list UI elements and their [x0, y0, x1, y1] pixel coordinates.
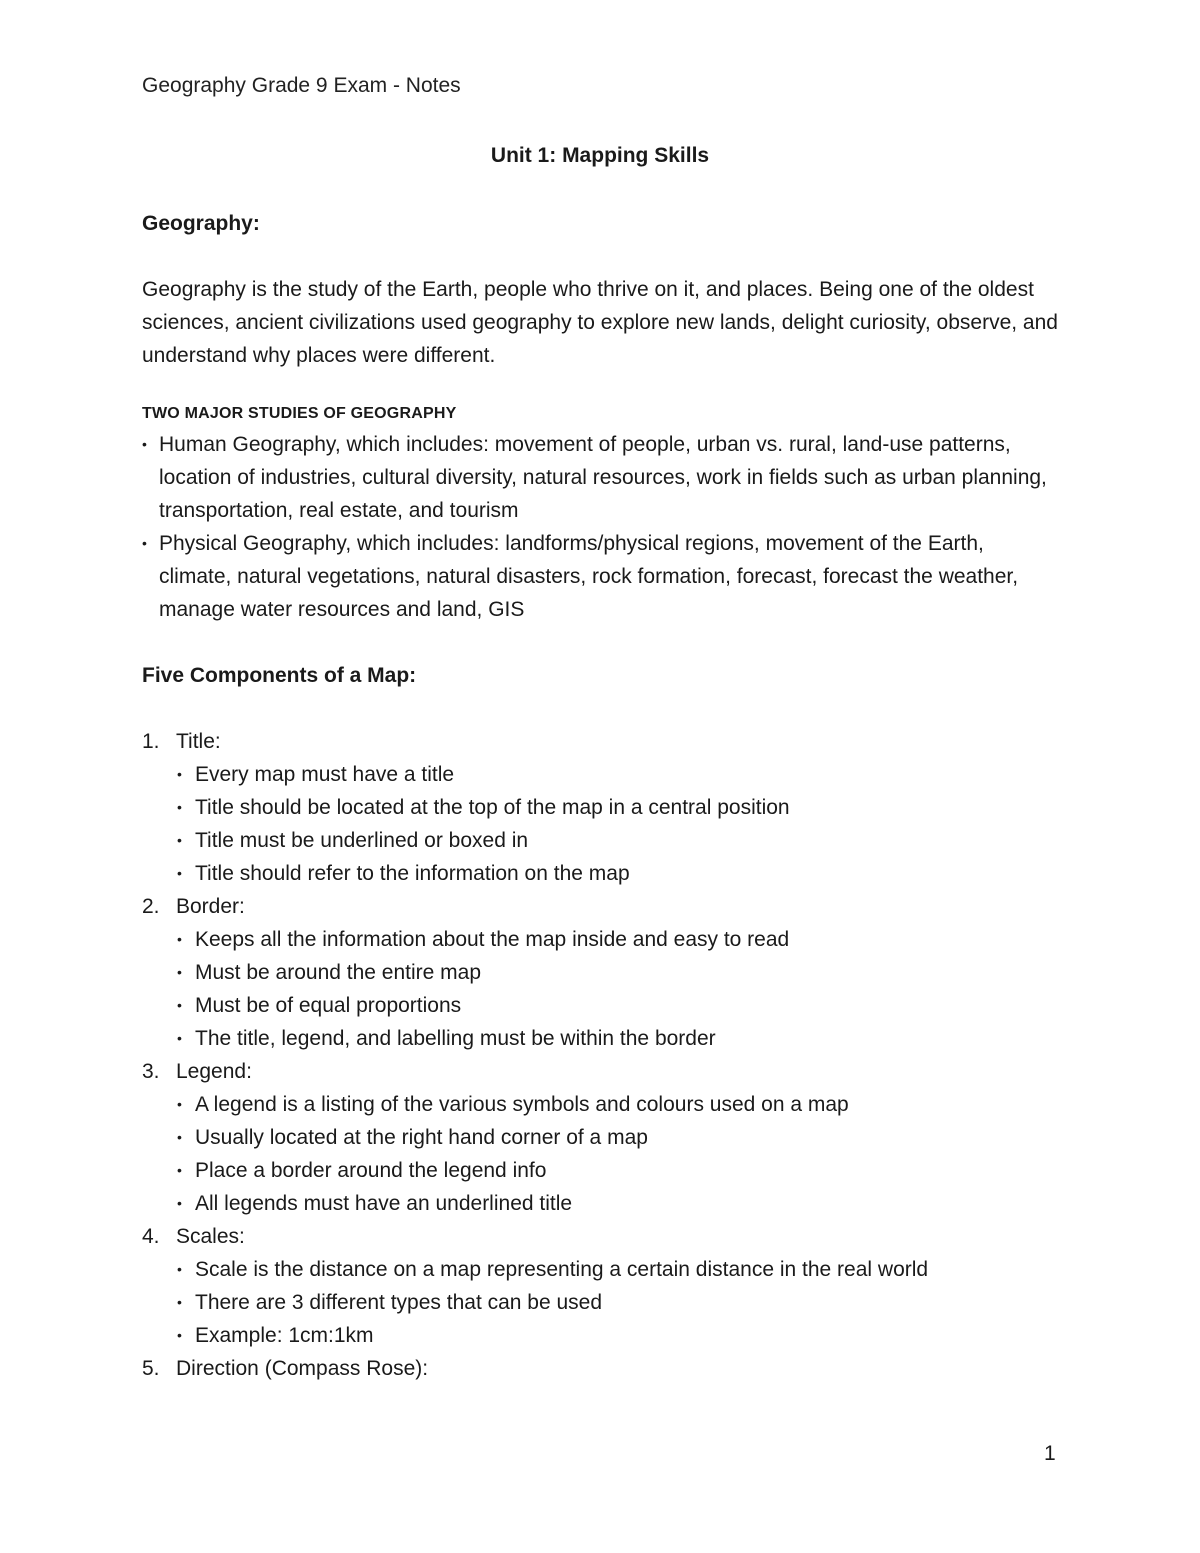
list-item: • Title should refer to the information on the map: [176, 857, 1062, 890]
list-item: • Must be of equal proportions: [176, 989, 1062, 1022]
component-number: 3.: [142, 1060, 160, 1083]
list-item: • Usually located at the right hand corner of a map: [176, 1121, 1062, 1154]
component-number: 2.: [142, 895, 160, 918]
component-item-legend: [142, 1055, 1062, 1220]
component-number: 1.: [142, 730, 160, 753]
component-label: Border:: [176, 895, 245, 918]
component-label: Scales:: [176, 1225, 245, 1248]
component-item-title: [142, 725, 1062, 890]
components-heading: Five Components of a Map:: [142, 664, 417, 687]
list-item: • Keeps all the information about the map inside and easy to read: [176, 923, 1062, 956]
unit-title: Unit 1: Mapping Skills: [490, 144, 710, 167]
component-points: [176, 1253, 1062, 1352]
component-number: 5.: [142, 1357, 160, 1380]
component-number: 4.: [142, 1225, 160, 1248]
component-label: Title:: [176, 730, 221, 753]
page-header: Geography Grade 9 Exam - Notes: [142, 74, 461, 97]
document-body: [142, 207, 1062, 1385]
component-label: Direction (Compass Rose):: [176, 1357, 429, 1380]
list-item: • Scale is the distance on a map representing a certain distance in the real world: [176, 1253, 1062, 1286]
studies-heading: TWO MAJOR STUDIES OF GEOGRAPHY: [142, 405, 457, 422]
geography-heading: Geography:: [142, 212, 260, 235]
list-item: • All legends must have an underlined title: [176, 1187, 1062, 1220]
list-item: • There are 3 different types that can be used: [176, 1286, 1062, 1319]
component-item-scales: [142, 1220, 1062, 1352]
page-number: 1: [1044, 1442, 1056, 1465]
component-points: [176, 758, 1062, 890]
components-list: [142, 725, 1062, 1385]
geography-paragraph: Geography is the study of the Earth, people who thrive on it, and places. Being one of the oldest sciences, ancient civilizations used geography to explore new lands, delight curiosity, observe, and understand why places were different.: [142, 278, 1058, 367]
list-item: • Place a border around the legend info: [176, 1154, 1062, 1187]
studies-item-physical: • Physical Geography, which includes: landforms/physical regions, movement of the Earth, climate, natural vegetations, natural disasters, rock formation, forecast, forecast the weather, manage water resources and land, GIS: [142, 527, 1062, 626]
component-item-direction: [142, 1352, 1062, 1385]
component-item-border: [142, 890, 1062, 1055]
component-points: [176, 923, 1062, 1055]
list-item: • A legend is a listing of the various symbols and colours used on a map: [176, 1088, 1062, 1121]
list-item: • Must be around the entire map: [176, 956, 1062, 989]
component-points: [176, 1088, 1062, 1220]
list-item: • The title, legend, and labelling must be within the border: [176, 1022, 1062, 1055]
list-item: • Title must be underlined or boxed in: [176, 824, 1062, 857]
list-item: • Every map must have a title: [176, 758, 1062, 791]
studies-list: [142, 428, 1062, 626]
component-label: Legend:: [176, 1060, 252, 1083]
list-item: • Example: 1cm:1km: [176, 1319, 1062, 1352]
studies-item-human: • Human Geography, which includes: movement of people, urban vs. rural, land-use patterns, location of industries, cultural diversity, natural resources, work in fields such as urban planning, transportation, real estate, and tourism: [142, 428, 1062, 527]
list-item: • Title should be located at the top of the map in a central position: [176, 791, 1062, 824]
